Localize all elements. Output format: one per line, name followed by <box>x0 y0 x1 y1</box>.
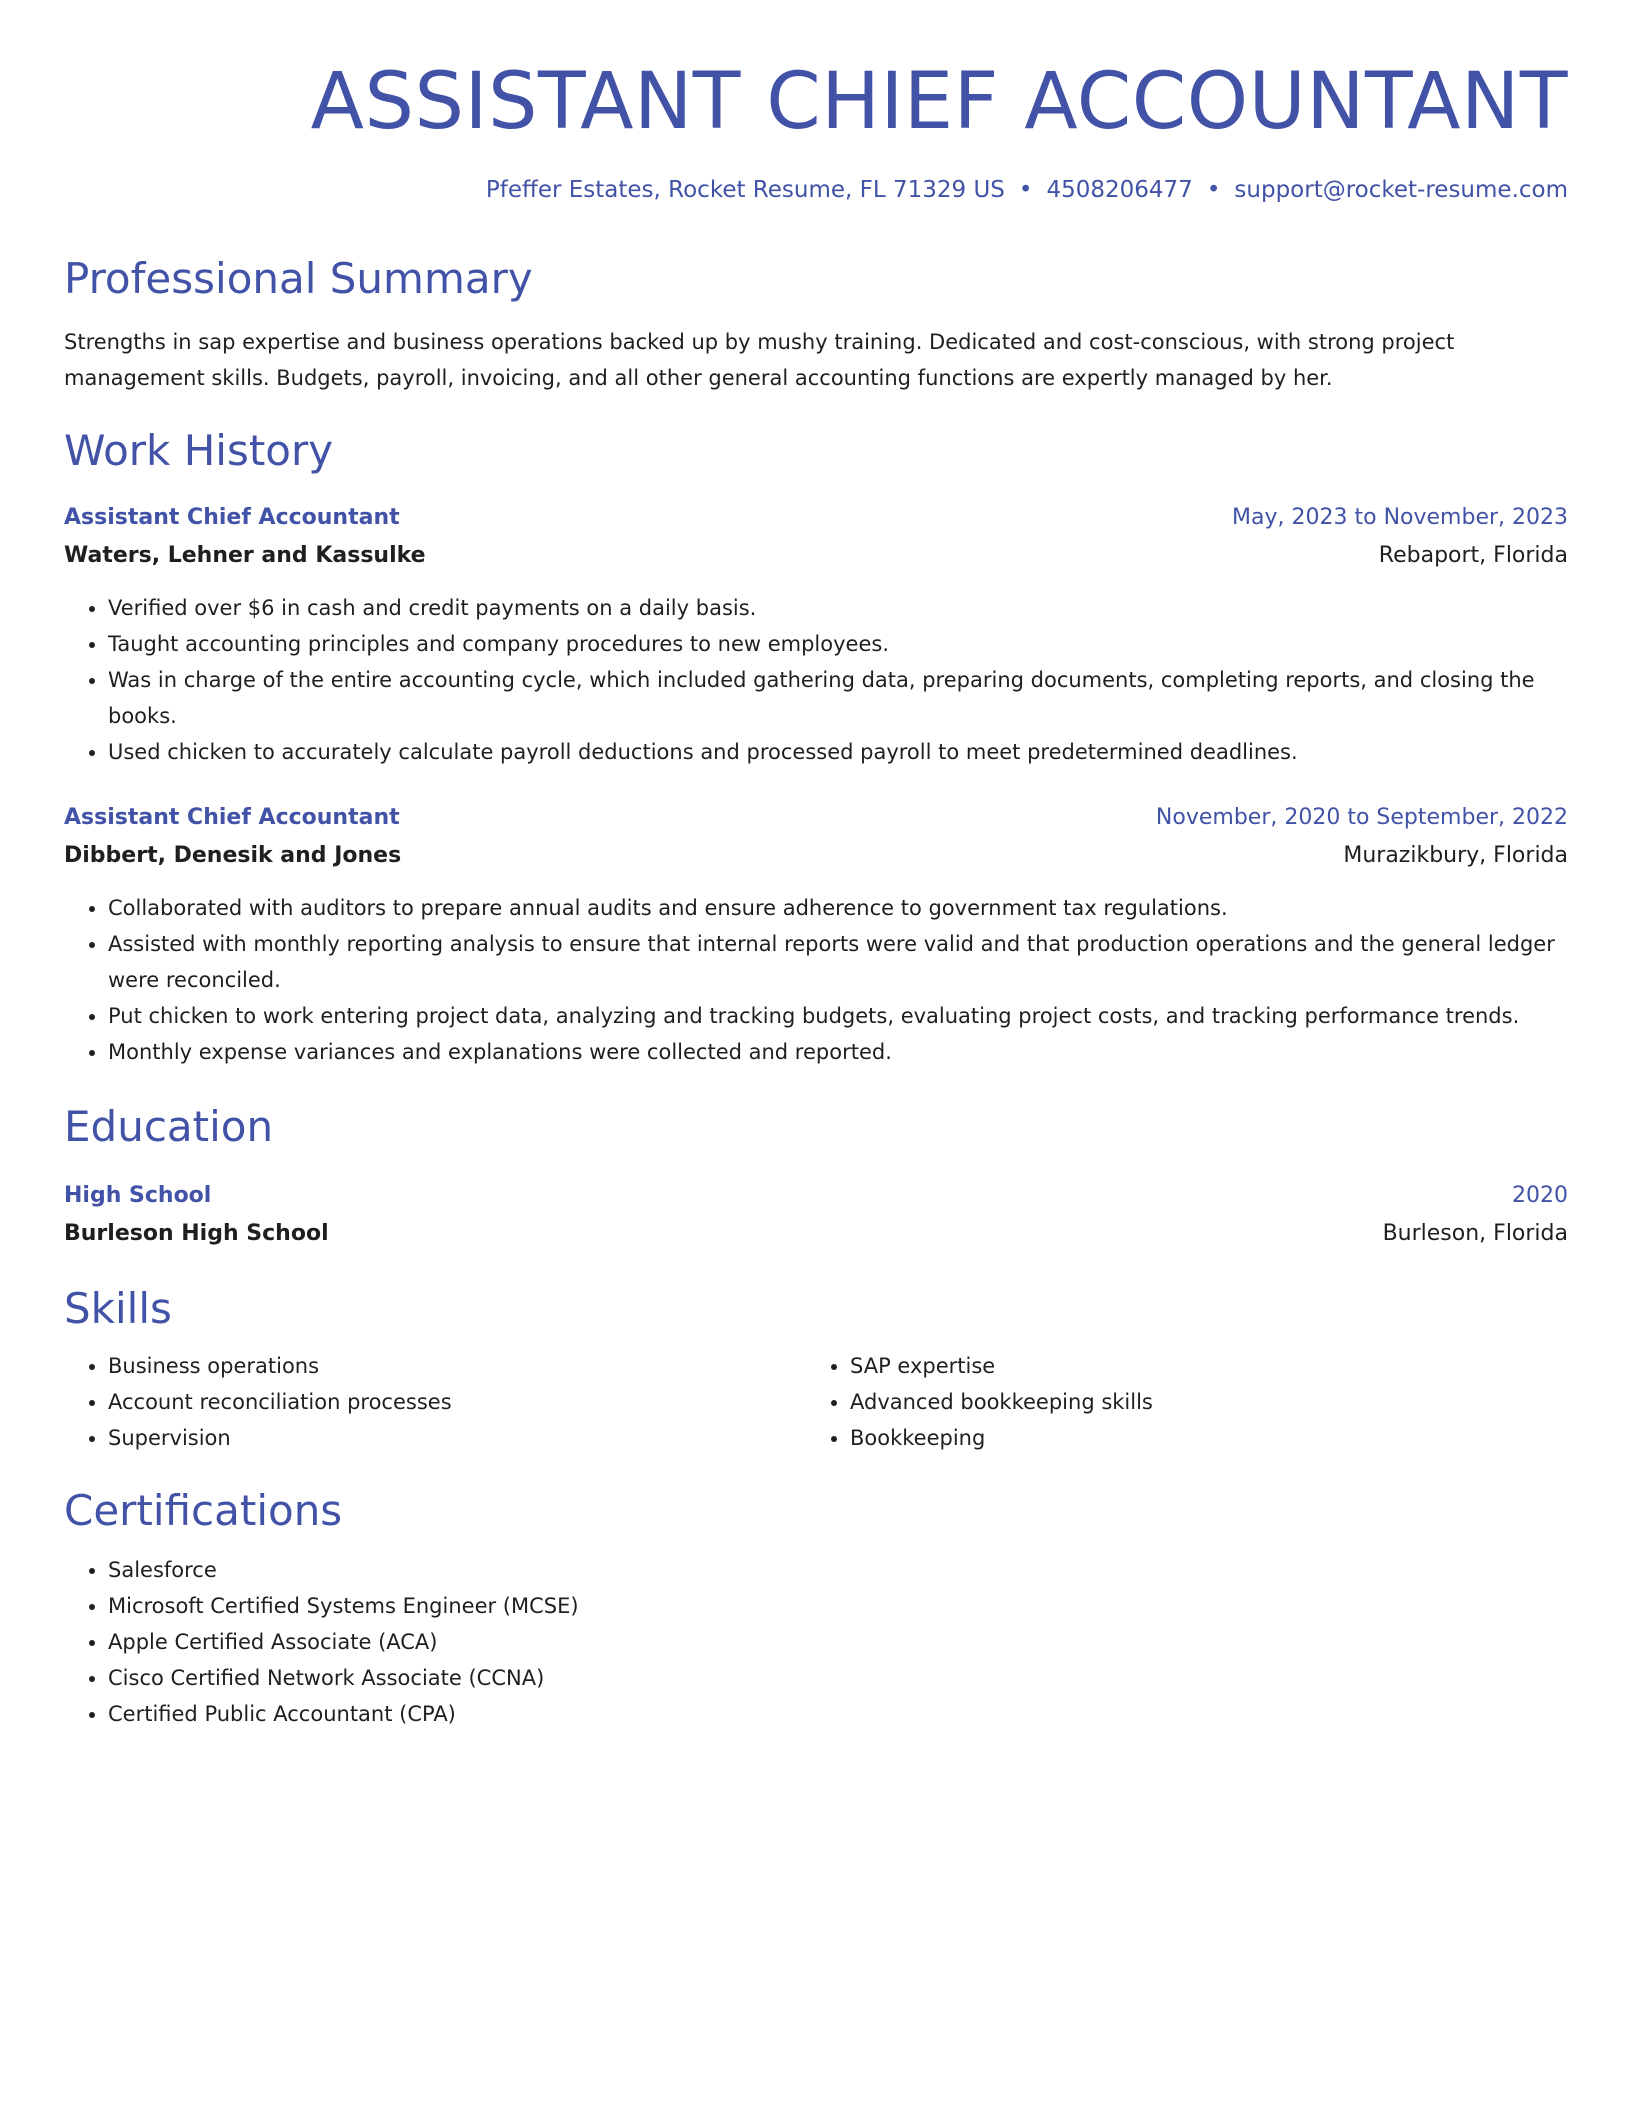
separator-dot: • <box>1206 177 1221 203</box>
skills-grid <box>64 1348 1568 1456</box>
list-item: • Salesforce <box>108 1552 1568 1588</box>
list-item: • Assisted with monthly reporting analysis to ensure that internal reports were valid and that production operations and the general ledger were reconciled. <box>108 926 1568 998</box>
job-bullets <box>64 890 1568 1070</box>
list-item: • Taught accounting principles and company procedures to new employees. <box>108 626 1568 662</box>
certifications-heading: Certifications <box>64 1486 343 1535</box>
education-heading: Education <box>64 1102 274 1151</box>
summary-heading: Professional Summary <box>64 254 533 303</box>
job-header-row <box>64 500 1568 536</box>
list-item: • Collaborated with auditors to prepare annual audits and ensure adherence to government tax regulations. <box>108 890 1568 926</box>
education-degree: High School <box>64 1183 212 1208</box>
education-school: Burleson High School <box>64 1221 329 1246</box>
job-role: Assistant Chief Accountant <box>64 505 400 530</box>
job-dates: May, 2023 to November, 2023 <box>1232 505 1568 530</box>
list-item: • Cisco Certified Network Associate (CCNA) <box>108 1660 1568 1696</box>
skills-heading: Skills <box>64 1284 172 1333</box>
job-bullets <box>64 590 1568 770</box>
list-item: • Verified over $6 in cash and credit payments on a daily basis. <box>108 590 1568 626</box>
phone: 4508206477 <box>1046 177 1193 203</box>
job-location: Murazikbury, Florida <box>1343 843 1568 868</box>
address: Pfeffer Estates, Rocket Resume, FL 71329 US <box>485 177 1005 203</box>
job-location: Rebaport, Florida <box>1378 543 1568 568</box>
skills-list <box>64 1348 806 1456</box>
resume-title: ASSISTANT CHIEF ACCOUNTANT <box>310 57 1568 147</box>
education-entry <box>64 1178 1568 1254</box>
list-item: • SAP expertise <box>850 1348 1548 1384</box>
education-location: Burleson, Florida <box>1382 1221 1568 1246</box>
list-item: • Monthly expense variances and explanations were collected and reported. <box>108 1034 1568 1070</box>
work-history-heading: Work History <box>64 426 334 475</box>
list-item: • Microsoft Certified Systems Engineer (MCSE) <box>108 1588 1568 1624</box>
job-entry <box>64 500 1568 770</box>
contact-info <box>64 174 1568 206</box>
list-item: • Certified Public Accountant (CPA) <box>108 1696 1568 1732</box>
list-item: • Advanced bookkeeping skills <box>850 1384 1548 1420</box>
list-item: • Apple Certified Associate (ACA) <box>108 1624 1568 1660</box>
skills-column-left <box>64 1348 806 1456</box>
job-company: Dibbert, Denesik and Jones <box>64 843 402 868</box>
education-header-row <box>64 1178 1568 1214</box>
job-entry <box>64 800 1568 1070</box>
job-role: Assistant Chief Accountant <box>64 805 400 830</box>
list-item: • Was in charge of the entire accounting cycle, which included gathering data, preparing documents, completing reports, and closing the books. <box>108 662 1568 734</box>
job-company-row <box>64 836 1568 876</box>
list-item: • Business operations <box>108 1348 806 1384</box>
job-header-row <box>64 800 1568 836</box>
education-school-row <box>64 1214 1568 1254</box>
list-item: • Supervision <box>108 1420 806 1456</box>
list-item: • Account reconciliation processes <box>108 1384 806 1420</box>
list-item: • Used chicken to accurately calculate payroll deductions and processed payroll to meet predetermined deadlines. <box>108 734 1568 770</box>
skills-column-right <box>806 1348 1548 1456</box>
job-dates: November, 2020 to September, 2022 <box>1155 805 1568 830</box>
list-item: • Put chicken to work entering project data, analyzing and tracking budgets, evaluating project costs, and tracking performance trends. <box>108 998 1568 1034</box>
summary-text: Strengths in sap expertise and business operations backed up by mushy training. Dedicated and cost-conscious, with strong project management skills. Budgets, payroll, invoicing, and all other general accounting functions are expertly managed by her. <box>64 330 1455 390</box>
email-link[interactable]: support@rocket-resume.com <box>1234 177 1568 203</box>
education-year: 2020 <box>1512 1183 1568 1208</box>
job-company: Waters, Lehner and Kassulke <box>64 543 426 568</box>
certifications-list <box>64 1552 1568 1732</box>
separator-dot: • <box>1018 177 1033 203</box>
skills-list <box>806 1348 1548 1456</box>
resume-page <box>64 52 1568 1732</box>
list-item: • Bookkeeping <box>850 1420 1548 1456</box>
job-company-row <box>64 536 1568 576</box>
